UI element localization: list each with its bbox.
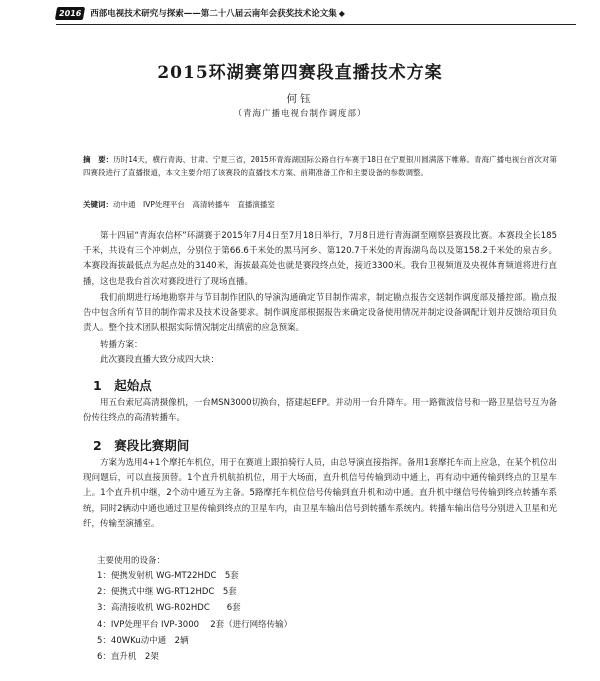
section-2-text: 方案为选用4+1个摩托车机位，用于在赛道上跟拍骑行人员，由总导演直接指挥。备用1套摩托车而上应急，在某个机位出现问题后，可以直接顶替。1个直升机航拍机位，用于大场面，直升机信号传输到动中通上，再有动中通传输到终点的卫星车上。1个直升机中继，2个动中通互为主备。5路摩托车机位信号传输到直升机和动中通。直升机中继信号传输到终点转播车系统，同时2辆动中通也通过卫星传输到终点的卫星车内，由卫星车输出信号到转播车系统内。转播车输出信号分别进入卫星和光纤，传输至演播室。 [83, 458, 557, 529]
abstract [83, 153, 557, 179]
year-badge: 2016 [55, 7, 86, 20]
intro-paragraph-1: 第十四届“青海农信杯”环湖赛于2015年7月4日至7月18日举行，7月8日进行青海湖至刚察县赛段比赛。本赛段全长185千米，共设有三个冲刺点，分别位于第66.6千米处的黑马河乡、第120.7千米处的青海湖鸟岛以及第158.2千米处的泉吉乡。本赛段海拔最低点为起点处的3140米，海拔最高处也就是赛段终点处，接近3300米。我台卫视频道及央视体育频道将进行直播，这也是我台首次对赛段进行了现场直播。 [83, 231, 557, 287]
equipment-item: 2：便携式中继 WG-RT12HDC 5套 [97, 587, 237, 598]
equipment-item: 4：IVP处理平台 IVP-3000 2套（进行网络传输） [97, 619, 293, 630]
equipment-item: 3：高清接收机 WG-R02HDC 6套 [97, 603, 241, 614]
running-header [56, 4, 596, 22]
diamond-icon: ◆ [338, 8, 345, 18]
section-1-text: 用五台索尼高清摄像机，一台MSN3000切换台，搭建起EFP。并动用一台升降车。用一路微波信号和一路卫星信号互为备份传往终点的高清转播车。 [83, 398, 557, 424]
affiliation: （青海广播电视台制作调度部） [233, 109, 367, 119]
intro-paragraph-2: 我们前期进行场地勘察并与节目制作团队的导演沟通确定节目制作需求，制定勘点报告交送制作调度部及播控部。勘点报告中包含所有节目的制作需求及技术设备要求。制作调度部根据报告来确定设备使用情况并制定设备调配计划并反馈给项目负责人。整个技术团队根据实际情况制定出缜密的应急预案。 [83, 293, 557, 334]
section-2-heading: 2 赛段比赛期间 [93, 438, 190, 453]
equipment-list [97, 568, 497, 665]
keywords-text: 动中通 IVP处理平台 高清转播车 直播演播室 [113, 200, 275, 209]
equipment-item: 6：直升机 2架 [97, 652, 159, 663]
equipment-intro: 主要使用的设备： [97, 556, 166, 566]
abstract-label: 摘 要： [83, 155, 114, 164]
abstract-text: 历时14天，横行青海、甘肃、宁夏三省，2015环青海湖国际公路自行车赛于18日在宁夏银川圆满落下帷幕。青海广播电视台首次对第四赛段进行了直播报道，本文主要介绍了该赛段的直播技术方案、前期准备工作和主要设备的参数调整。 [83, 155, 558, 177]
plan-label: 转播方案： [100, 340, 143, 350]
keywords-label: 关键词： [83, 200, 113, 209]
equipment-item: 1：便携发射机 WG-MT22HDC 5套 [97, 571, 239, 581]
equipment-item: 5：40WKu动中通 2辆 [97, 635, 189, 646]
paper-title: 2015环湖赛第四赛段直播技术方案 [157, 63, 443, 83]
plan-intro: 此次赛段直播大致分成四大块： [100, 355, 220, 365]
section-1-heading: 1 起始点 [93, 378, 152, 393]
author: 何钰 [286, 93, 314, 105]
header-rule [56, 24, 576, 25]
running-title: 西部电视技术研究与探索——第二十八届云南年会获奖技术论文集 [90, 9, 337, 19]
keywords [83, 198, 557, 211]
